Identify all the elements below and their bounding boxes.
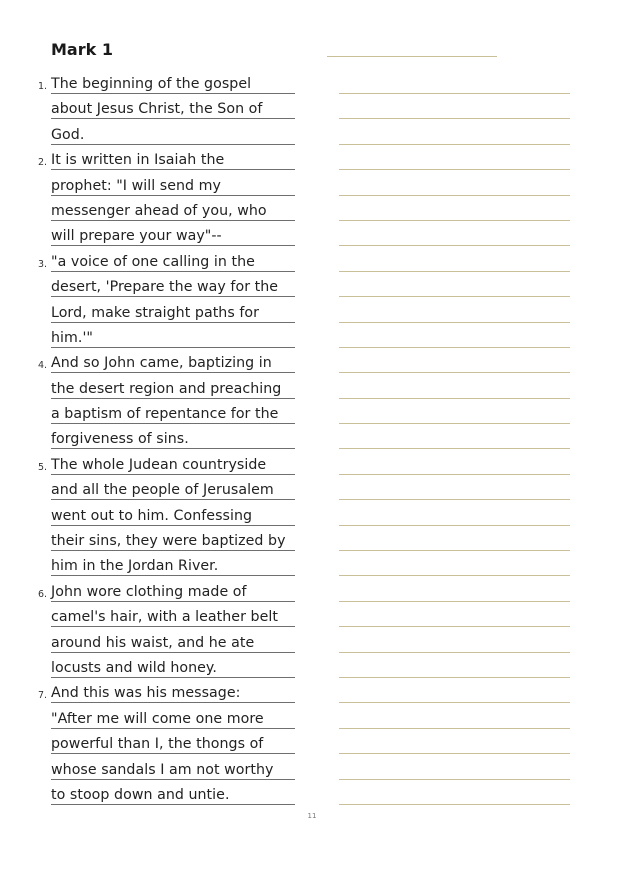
writing-line <box>339 226 570 251</box>
verse-underline <box>51 804 295 805</box>
verse-underline <box>51 652 295 653</box>
verse-text: God. <box>51 126 85 143</box>
verse-underline <box>51 372 295 373</box>
writing-rule <box>339 601 570 602</box>
verse-underline <box>51 245 295 246</box>
verse-text: And this was his message: <box>51 685 241 702</box>
verse-text: The beginning of the gospel <box>51 76 252 92</box>
verse-text: around his waist, and he ate <box>51 634 255 651</box>
writing-rule <box>339 779 570 780</box>
verse-text: to stoop down and untie. <box>51 786 230 803</box>
verse-underline <box>51 423 295 424</box>
verse-line <box>0 429 300 454</box>
verse-number: 5. <box>38 461 48 473</box>
verse-line <box>0 658 300 683</box>
verse-underline <box>51 677 295 678</box>
verse-underline <box>51 702 295 703</box>
writing-line <box>339 429 570 454</box>
verse-line <box>0 480 300 505</box>
writing-line <box>339 531 570 556</box>
verse-underline <box>51 448 295 449</box>
verse-text: "a voice of one calling in the <box>51 253 255 270</box>
writing-line <box>339 683 570 708</box>
verse-line <box>0 607 300 632</box>
writing-rule <box>339 448 570 449</box>
writing-line <box>339 201 570 226</box>
writing-rule <box>339 245 570 246</box>
verse-number: 3. <box>38 258 48 270</box>
verse-underline <box>51 347 295 348</box>
verse-text: him.'" <box>51 329 93 346</box>
writing-line <box>339 150 570 175</box>
writing-line <box>339 328 570 353</box>
writing-line <box>339 99 570 124</box>
writing-rule <box>339 753 570 754</box>
verse-underline <box>51 118 295 119</box>
verse-line <box>0 582 300 607</box>
writing-line <box>339 176 570 201</box>
writing-rule <box>339 195 570 196</box>
writing-rule <box>339 550 570 551</box>
verse-text: went out to him. Confessing <box>51 507 253 524</box>
verse-line <box>0 252 300 277</box>
verse-underline <box>51 779 295 780</box>
verse-line <box>0 303 300 328</box>
writing-line <box>339 785 570 810</box>
writing-column <box>339 74 570 810</box>
verse-text: whose sandals I am not worthy <box>51 761 274 778</box>
verse-number: 4. <box>38 360 48 372</box>
verse-underline <box>51 575 295 576</box>
writing-rule <box>339 626 570 627</box>
title-writing-line <box>327 56 497 57</box>
writing-rule <box>339 652 570 653</box>
verse-line <box>0 760 300 785</box>
writing-rule <box>339 322 570 323</box>
writing-rule <box>339 220 570 221</box>
verse-underline <box>51 169 295 170</box>
verse-underline <box>51 322 295 323</box>
verse-text: will prepare your way"-- <box>51 228 222 245</box>
writing-line <box>339 303 570 328</box>
writing-line <box>339 379 570 404</box>
verse-line <box>0 506 300 531</box>
writing-line <box>339 658 570 683</box>
writing-line <box>339 277 570 302</box>
verse-line <box>0 201 300 226</box>
verse-line <box>0 734 300 759</box>
verse-text: their sins, they were baptized by <box>51 533 286 550</box>
verse-underline <box>51 195 295 196</box>
writing-line <box>339 455 570 480</box>
writing-line <box>339 556 570 581</box>
verse-text: the desert region and preaching <box>51 380 282 397</box>
page-number: 11 <box>307 812 317 820</box>
verse-line <box>0 455 300 480</box>
verse-line <box>0 99 300 124</box>
verse-text: a baptism of repentance for the <box>51 406 279 423</box>
writing-rule <box>339 144 570 145</box>
verse-underline <box>51 525 295 526</box>
verse-underline <box>51 728 295 729</box>
verse-line <box>0 125 300 150</box>
verse-text: And so John came, baptizing in <box>51 355 272 372</box>
writing-rule <box>339 728 570 729</box>
verse-underline <box>51 93 295 94</box>
verse-line <box>0 328 300 353</box>
writing-line <box>339 734 570 759</box>
verse-number: 2. <box>38 157 48 169</box>
writing-rule <box>339 499 570 500</box>
verse-text: The whole Judean countryside <box>51 456 267 473</box>
verse-line <box>0 531 300 556</box>
writing-rule <box>339 398 570 399</box>
verse-line <box>0 556 300 581</box>
writing-line <box>339 480 570 505</box>
verse-line <box>0 176 300 201</box>
writing-line <box>339 252 570 277</box>
verse-text: about Jesus Christ, the Son of <box>51 101 263 118</box>
writing-rule <box>339 804 570 805</box>
verse-text: and all the people of Jerusalem <box>51 482 274 499</box>
verse-line <box>0 150 300 175</box>
verse-text: It is written in Isaiah the <box>51 152 225 169</box>
writing-line <box>339 709 570 734</box>
writing-rule <box>339 93 570 94</box>
verse-number: 7. <box>38 690 48 702</box>
page-title: Mark 1 <box>51 40 113 59</box>
verse-text: Lord, make straight paths for <box>51 304 260 321</box>
verse-line <box>0 353 300 378</box>
verse-text: forgiveness of sins. <box>51 431 189 448</box>
writing-rule <box>339 372 570 373</box>
writing-rule <box>339 169 570 170</box>
writing-rule <box>339 296 570 297</box>
writing-line <box>339 506 570 531</box>
writing-rule <box>339 474 570 475</box>
verse-text: messenger ahead of you, who <box>51 202 267 219</box>
verse-text: John wore clothing made of <box>51 583 247 600</box>
writing-rule <box>339 702 570 703</box>
writing-line <box>339 125 570 150</box>
writing-line <box>339 633 570 658</box>
verse-text: desert, 'Prepare the way for the <box>51 279 279 296</box>
verse-underline <box>51 474 295 475</box>
verse-line <box>0 74 300 99</box>
writing-rule <box>339 575 570 576</box>
writing-line <box>339 607 570 632</box>
verse-underline <box>51 144 295 145</box>
verse-line <box>0 404 300 429</box>
verse-underline <box>51 271 295 272</box>
verse-underline <box>51 550 295 551</box>
writing-rule <box>339 118 570 119</box>
verse-number: 1. <box>38 81 48 92</box>
verse-line <box>0 683 300 708</box>
verse-underline <box>51 601 295 602</box>
verse-text: prophet: "I will send my <box>51 177 221 194</box>
writing-rule <box>339 347 570 348</box>
verse-number: 6. <box>38 588 48 600</box>
writing-line <box>339 582 570 607</box>
verse-underline <box>51 220 295 221</box>
verse-text: him in the Jordan River. <box>51 558 219 575</box>
verse-column <box>0 74 300 810</box>
writing-rule <box>339 525 570 526</box>
writing-line <box>339 74 570 99</box>
verse-line <box>0 277 300 302</box>
verse-underline <box>51 753 295 754</box>
verse-underline <box>51 499 295 500</box>
verse-underline <box>51 296 295 297</box>
writing-line <box>339 404 570 429</box>
writing-rule <box>339 677 570 678</box>
verse-line <box>0 785 300 810</box>
verse-text: locusts and wild honey. <box>51 659 217 676</box>
verse-line <box>0 633 300 658</box>
writing-line <box>339 760 570 785</box>
verse-underline <box>51 398 295 399</box>
writing-rule <box>339 271 570 272</box>
writing-rule <box>339 423 570 424</box>
verse-text: camel's hair, with a leather belt <box>51 609 278 626</box>
verse-line <box>0 379 300 404</box>
writing-line <box>339 353 570 378</box>
verse-line <box>0 226 300 251</box>
verse-underline <box>51 626 295 627</box>
verse-text: powerful than I, the thongs of <box>51 736 264 753</box>
verse-line <box>0 709 300 734</box>
verse-text: "After me will come one more <box>51 710 264 727</box>
